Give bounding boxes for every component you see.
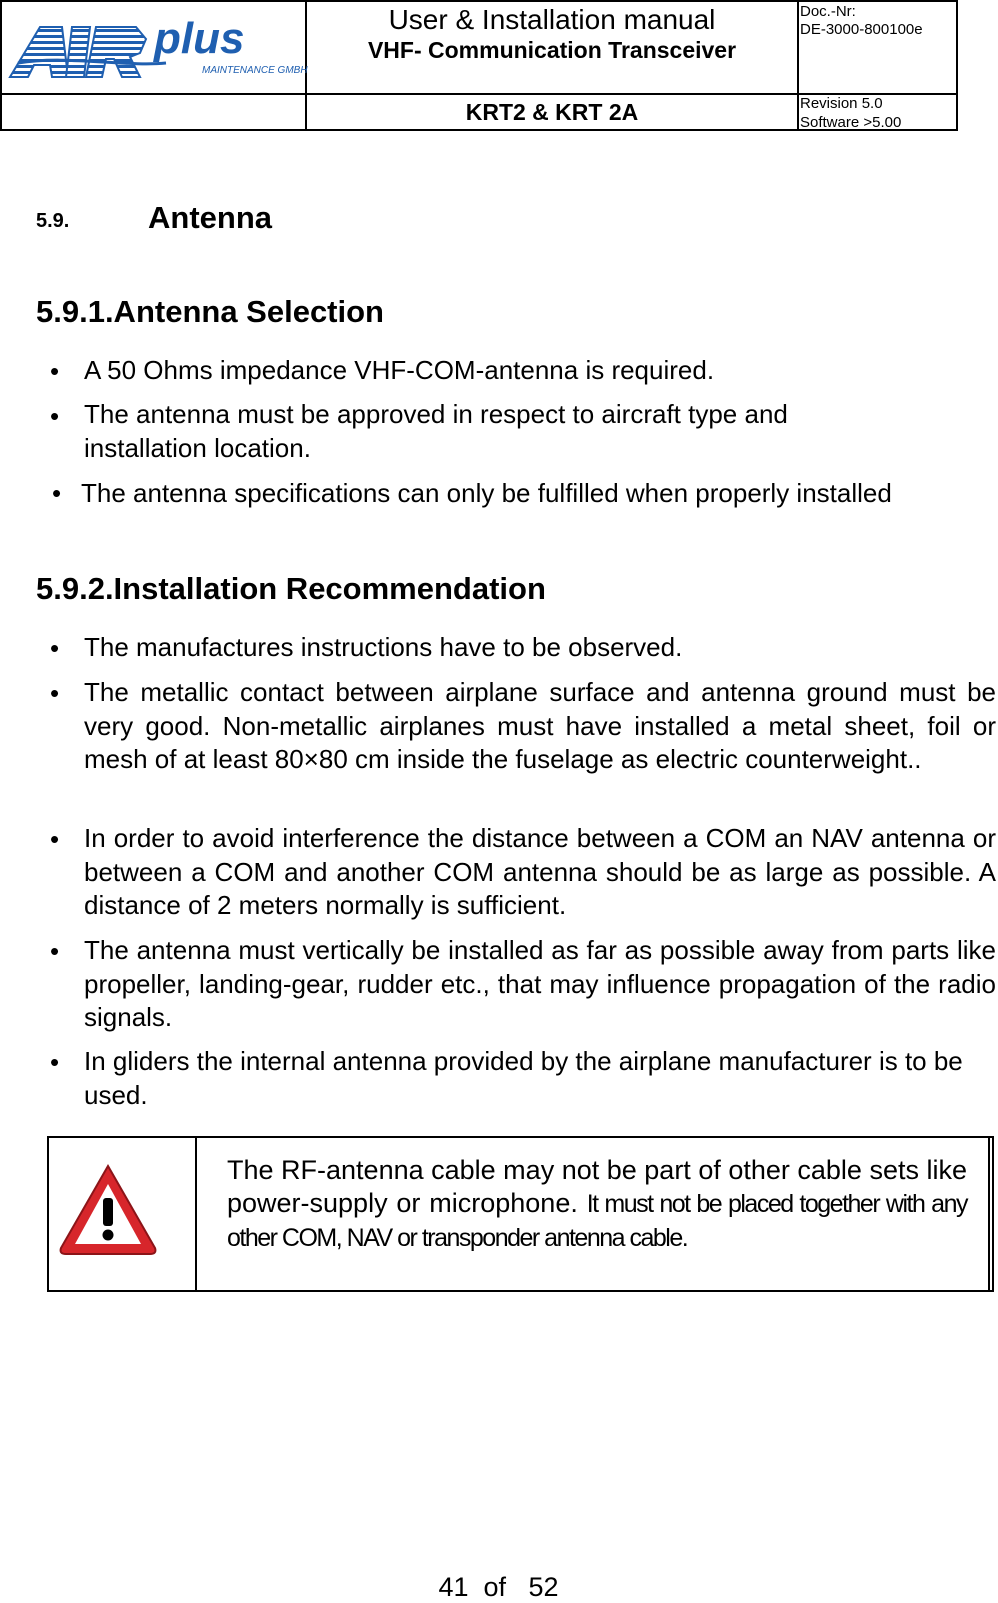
bullet-dot: •	[50, 824, 60, 854]
selection-bullet-2: The antenna must be approved in respect to aircraft type and installation location.	[84, 399, 788, 463]
installation-bullet-2: The metallic contact between airplane surface and antenna ground must be very good. Non-metallic airplanes must have installed a metal sheet, foil or mesh of at least 80×80 cm inside the fuselage as electric counterweight..	[84, 677, 996, 774]
installation-heading: 5.9.2.Installation Recommendation	[36, 571, 546, 606]
svg-text:MAINTENANCE GMBH: MAINTENANCE GMBH	[202, 65, 308, 76]
airplus-logo	[6, 5, 308, 87]
selection-bullet-1: A 50 Ohms impedance VHF-COM-antenna is required.	[84, 355, 715, 385]
bullet-dot: •	[50, 356, 60, 386]
model-name: KRT2 & KRT 2A	[465, 99, 639, 125]
svg-text:plus: plus	[154, 14, 245, 63]
section-title: Antenna	[148, 200, 272, 235]
installation-bullet-4: The antenna must vertically be installed as far as possible away from parts like propeller, landing-gear, rudder etc., that may influence propagation of the radio signals.	[84, 935, 996, 1032]
bullet-dot: •	[50, 633, 60, 663]
bullet-dot: •	[50, 936, 60, 966]
doc-number: DE-3000-800100e	[800, 21, 923, 38]
document-header	[0, 0, 958, 131]
revision: Revision 5.0	[800, 95, 883, 112]
installation-bullet-5: In gliders the internal antenna provided by the airplane manufacturer is to be used.	[84, 1046, 963, 1110]
section-number: 5.9.	[36, 210, 70, 232]
selection-heading: 5.9.1.Antenna Selection	[36, 294, 384, 329]
warning-box	[47, 1136, 994, 1292]
installation-bullet-1: The manufactures instructions have to be observed.	[84, 632, 683, 662]
manual-title: User & Installation manual	[388, 4, 716, 35]
bullet-dot: •	[52, 478, 62, 508]
bullet-dot: •	[50, 1047, 60, 1077]
warning-text-b: It must not be placed together with any other COM, NAV or transponder antenna cable.	[227, 1190, 967, 1252]
manual-subtitle: VHF- Communication Transceiver	[367, 37, 737, 63]
warning-text	[227, 1154, 967, 1255]
warning-text-a: The RF-antenna cable may not be part of other cable sets like power-supply or microphone.	[227, 1155, 967, 1218]
bullet-dot: •	[50, 401, 60, 431]
doc-number-label: Doc.-Nr:	[800, 3, 856, 20]
warning-triangle-icon	[55, 1160, 161, 1260]
selection-bullet-3: The antenna specifications can only be fulfilled when properly installed	[81, 478, 892, 508]
bullet-dot: •	[50, 678, 60, 708]
installation-bullet-3: In order to avoid interference the distance between a COM an NAV antenna or between a COM and another COM antenna should be as large as possible. A distance of 2 meters normally is sufficient.	[84, 823, 996, 920]
software-version: Software >5.00	[800, 114, 902, 131]
page-number: 41 of 52	[438, 1572, 559, 1602]
